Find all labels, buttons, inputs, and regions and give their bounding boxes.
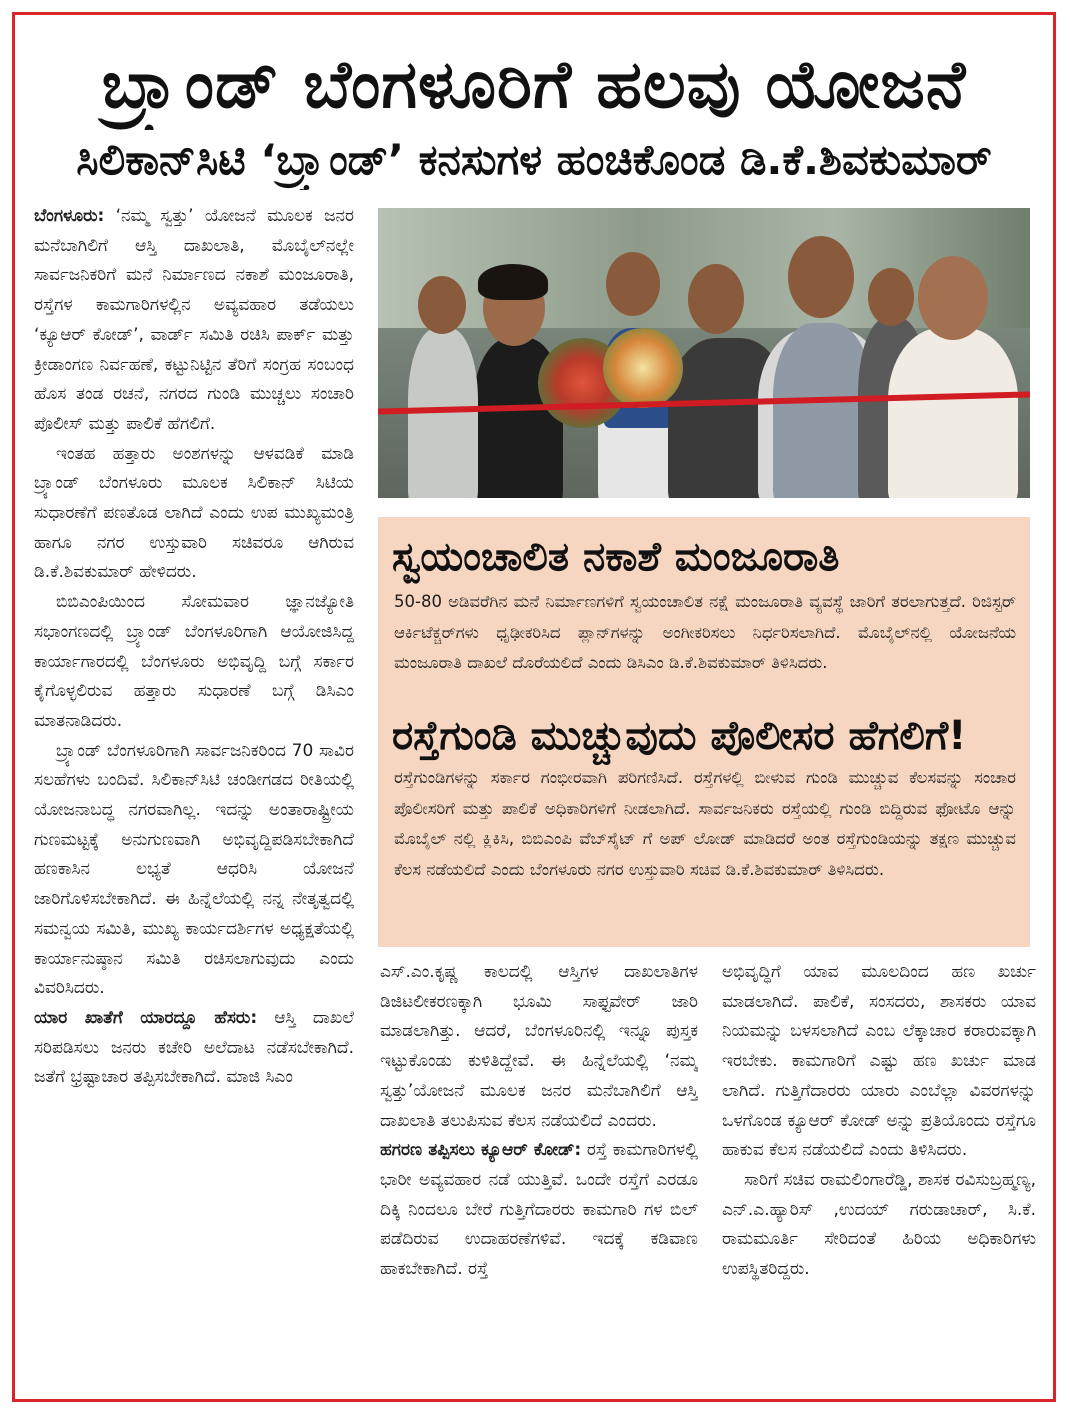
box-heading-auto-approval: ಸ್ವಯಂಚಾಲಿತ ನಕಾಶೆ ಮಂಜೂರಾತಿ xyxy=(392,534,840,580)
person-head xyxy=(868,268,914,326)
box-paragraph: 50-80 ಅಡಿವರೆಗಿನ ಮನೆ ನಿರ್ಮಾಣಗಳಿಗೆ ಸ್ವಯಂಚಾಲಿತ ನಕ್ಷೆ ಮಂಜೂರಾತಿ ವ್ಯವಸ್ಥೆ ಜಾರಿಗೆ ತರಲಾಗುತ್ತದೆ. ರಿಜಿಸ್ಟರ್ ಆರ್ಕಿಟೆಕ್ಚರ್‌ಗಳು ಧೃಢೀಕರಿಸಿದ ಪ್ಲಾನ್‌ಗಳನ್ನು ಅಂಗೀಕರಿಸಲು ನಿರ್ಧರಿಸಲಾಗಿದೆ. ಮೊಬೈಲ್‌ನಲ್ಲಿ ಯೋಜನೆಯ ಮಂಜೂರಾತಿ ದಾಖಲೆ ದೊರೆಯಲಿದೆ ಎಂದು ಡಿಸಿಎಂ ಡಿ.ಕೆ.ಶಿವಕುಮಾರ್ ತಿಳಿಸಿದರು. xyxy=(394,592,1016,672)
ribbon-cutting-photo xyxy=(378,208,1030,498)
person-head xyxy=(418,276,466,334)
headline: ಬ್ರ್ಯಾಂಡ್ ಬೆಂಗಳೂರಿಗೆ ಹಲವು ಯೋಜನೆ xyxy=(101,46,967,123)
article-left-column xyxy=(34,202,354,1392)
paragraph: ಬ್ರ್ಯಾಂಡ್ ಬೆಂಗಳೂರಿಗಾಗಿ ಸಾರ್ವಜನಿಕರಿಂದ 70 ಸಾವಿರ ಸಲಹೆಗಳು ಬಂದಿವೆ. ಸಿಲಿಕಾನ್‌ಸಿಟಿ ಚಂಡೀಗಡದ ರೀತಿಯಲ್ಲಿ ಯೋಜನಾಬದ್ಧ ನಗರವಾಗಿಲ್ಲ. ಇದನ್ನು ಅಂತಾರಾಷ್ಟ್ರೀಯ ಗುಣಮಟ್ಟಕ್ಕೆ ಅನುಗುಣವಾಗಿ ಅಭಿವೃದ್ದಿಪಡಿಸಬೇಕಾಗಿದೆ ಹಣಕಾಸಿನ ಲಭ್ಯತೆ ಆಧರಿಸಿ ಯೋಜನೆ ಜಾರಿಗೊಳಿಸಬೇಕಾಗಿದೆ. ಈ ಹಿನ್ನೆಲೆಯಲ್ಲಿ ನನ್ನ ನೇತೃತ್ವದಲ್ಲಿ ಸಮನ್ವಯ ಸಮಿತಿ, ಮುಖ್ಯ ಕಾರ್ಯದರ್ಶಿಗಳ ಅಧ್ಯಕ್ಷತೆಯಲ್ಲಿ ಕಾರ್ಯಾನುಷ್ಠಾನ ಸಮಿತಿ ರಚಿಸಲಾಗುವುದು ಎಂದು ವಿವರಿಸಿದರು. xyxy=(34,740,354,999)
person-figure xyxy=(888,328,1018,498)
paragraph: ಎಸ್.ಎಂ.ಕೃಷ್ಣ ಕಾಲದಲ್ಲಿ ಆಸ್ತಿಗಳ ದಾಖಲಾತಿಗಳ ಡಿಜಿಟಲೀಕರಣಕ್ಕಾಗಿ ಭೂಮಿ ಸಾಫ್ಟವೇರ್ ಜಾರಿ ಮಾಡಲಾಗಿತ್ತು. ಆದರೆ, ಬೆಂಗಳೂರಿನಲ್ಲಿ ಇನ್ನೂ ಪುಸ್ತಕ ಇಟ್ಟುಕೊಂಡು ಕುಳಿತಿದ್ದೇವೆ. ಈ ಹಿನ್ನೆಲೆಯಲ್ಲಿ ‘ನಮ್ಮ ಸ್ವತ್ತು’ಯೋಜನೆ ಮೂಲಕ ಜನರ ಮನೆಬಾಗಿಲಿಗೆ ಆಸ್ತಿ ದಾಖಲಾತಿ ತಲುಪಿಸುವ ಕೆಲಸ ನಡೆಯಲಿದೆ ಎಂದರು. xyxy=(380,962,698,1131)
paragraph: ಸಾರಿಗೆ ಸಚಿವ ರಾಮಲಿಂಗಾರೆಡ್ಡಿ, ಶಾಸಕ ರವಿಸುಬ್ರಹ್ಮಣ್ಯ, ಎನ್.ಎ.ಹ್ಯಾರಿಸ್ ,ಉದಯ್ ಗರುಡಾಚಾರ್, ಸಿ.ಕೆ. ರಾಮಮೂರ್ತಿ ಸೇರಿದಂತೆ ಹಿರಿಯ ಅಧಿಕಾರಿಗಳು ಉಪಸ್ಥಿತರಿದ್ದರು. xyxy=(722,1169,1036,1280)
paragraph-text: ‘ನಮ್ಮ ಸ್ವತ್ತು’ ಯೋಜನೆ ಮೂಲಕ ಜನರ ಮನೆಬಾಗಿಲಿಗೆ ಆಸ್ತಿ ದಾಖಲಾತಿ, ಮೊಬೈಲ್‌ನಲ್ಲೇ ಸಾರ್ವಜನಿಕರಿಗೆ ಮನೆ ನಿರ್ಮಾಣದ ನಕಾಶೆ ಮಂಜೂರಾತಿ, ರಸ್ತೆಗಳ ಕಾಮಗಾರಿಗಳಲ್ಲಿನ ಅವ್ಯವಹಾರ ತಡೆಯಲು ‘ಕ್ಯೂಆರ್ ಕೋಡ್’, ವಾರ್ಡ್ ಸಮಿತಿ ರಚಿಸಿ ಪಾರ್ಕ್ ಮತ್ತು ಕ್ರೀಡಾಂಗಣ ನಿರ್ವಹಣೆ, ಕಟ್ಟುನಿಟ್ಟಿನ ತೆರಿಗೆ ಸಂಗ್ರಹ ಸಂಬಂಧ ಹೊಸ ತಂಡ ರಚನೆ, ನಗರದ ಗುಂಡಿ ಮುಚ್ಚಲು ಸಂಚಾರಿ ಪೊಲೀಸ್ ಮತ್ತು ಪಾಲಿಕೆ ಹೆಗಲಿಗೆ. xyxy=(34,206,354,434)
paragraph xyxy=(34,202,354,440)
person-head xyxy=(918,256,988,340)
paragraph xyxy=(380,1136,698,1285)
article-right-column xyxy=(722,958,1036,1392)
subheadline: ಸಿಲಿಕಾನ್‌ಸಿಟಿ ‘ಬ್ರ್ಯಾಂಡ್’ ಕನಸುಗಳ ಹಂಚಿಕೊಂಡ ಡಿ.ಕೆ.ಶಿವಕುಮಾರ್ xyxy=(76,135,992,184)
paragraph-text: ಆಸ್ತಿ ದಾಖಲೆ ಸರಿಪಡಿಸಲು ಜನರು ಕಚೇರಿ ಅಲೆದಾಟ ನಡೆಸಬೇಕಾಗಿದೆ. ಜತೆಗೆ ಭ್ರಷ್ಟಾಚಾರ ತಪ್ಪಿಸಬೇಕಾಗಿದೆ. ಮಾಜಿ ಸಿಎಂ xyxy=(34,1007,354,1088)
paragraph: ಬಿಬಿಎಂಪಿಯಿಂದ ಸೋಮವಾರ ಜ್ಞಾನಜ್ಯೋತಿ ಸಭಾಂಗಣದಲ್ಲಿ ಬ್ರ್ಯಾಂಡ್ ಬೆಂಗಳೂರಿಗಾಗಿ ಆಯೋಜಿಸಿದ್ದ ಕಾರ್ಯಾಗಾರದಲ್ಲಿ ಬೆಂಗಳೂರು ಅಭಿವೃದ್ದಿ ಬಗ್ಗೆ ಸರ್ಕಾರ ಕೈಗೊಳ್ಳಲಿರುವ ಹತ್ತಾರು ಸುಧಾರಣೆ ಬಗ್ಗೆ ಡಿಸಿಎಂ ಮಾತನಾಡಿದರು. xyxy=(34,592,354,731)
person-hair xyxy=(478,264,548,300)
article-middle-column xyxy=(380,958,698,1392)
box-heading-potholes: ರಸ್ತೆಗುಂಡಿ ಮುಚ್ಚುವುದು ಪೊಲೀಸರ ಹೆಗಲಿಗೆ! xyxy=(392,713,967,759)
paragraph: ಇಂತಹ ಹತ್ತಾರು ಅಂಶಗಳನ್ನು ಆಳವಡಿಕೆ ಮಾಡಿ ಬ್ರ್ಯಾಂಡ್ ಬೆಂಗಳೂರು ಮೂಲಕ ಸಿಲಿಕಾನ್ ಸಿಟಿಯ ಸುಧಾರಣೆಗೆ ಪಣತೊಡ ಲಾಗಿದೆ ಎಂದು ಉಪ ಮುಖ್ಯಮಂತ್ರಿ ಹಾಗೂ ನಗರ ಉಸ್ತುವಾರಿ ಸಚಿವರೂ ಆಗಿರುವ ಡಿ.ಕೆ.ಶಿವಕುಮಾರ್ ಹೇಳಿದರು. xyxy=(34,443,354,583)
paragraph: ಅಭಿವೃದ್ಧಿಗೆ ಯಾವ ಮೂಲದಿಂದ ಹಣ ಖರ್ಚು ಮಾಡಲಾಗಿದೆ. ಪಾಲಿಕೆ, ಸಂಸದರು, ಶಾಸಕರು ಯಾವ ನಿಯಮನ್ನು ಬಳಸಲಾಗಿದೆ ಎಂಬ ಲೆಕ್ಕಾಚಾರ ಕರಾರುವಕ್ಕಾಗಿ ಇರಬೇಕು. ಕಾಮಗಾರಿಗೆ ಎಷ್ಟು ಹಣ ಖರ್ಚು ಮಾಡ ಲಾಗಿದೆ. ಗುತ್ತಿಗೆದಾರರು ಯಾರು ಎಂಬೆಲ್ಲಾ ವಿವರಗಳನ್ನು ಒಳಗೊಂಡ ಕ್ಯೂಆರ್ ಕೋಡ್ ಅನ್ನು ಪ್ರತಿಯೊಂದು ರಸ್ತೆಗೂ ಹಾಕುವ ಕೆಲಸ ನಡೆಯಲಿದೆ ಎಂದು ತಿಳಿಸಿದರು. xyxy=(722,962,1036,1161)
paragraph-text: ರಸ್ತೆ ಕಾಮಗಾರಿಗಳಲ್ಲಿ ಭಾರೀ ಅವ್ಯವಹಾರ ನಡೆ ಯುತ್ತಿವೆ. ಒಂದೇ ರಸ್ತೆಗೆ ಎರಡೂ ದಿಕ್ಕಿ ನಿಂದಲೂ ಬೇರೆ ಗುತ್ತಿಗೆದಾರರು ಕಾಮಗಾರಿ ಗಳ ಬಿಲ್ ಪಡೆದಿರುವ ಉದಾಹರಣೆಗಳಿವೆ. ಇದಕ್ಕೆ ಕಡಿವಾಣ ಹಾಕಬೇಕಾಗಿದೆ. ರಸ್ತೆ xyxy=(380,1140,698,1280)
person-head xyxy=(788,236,854,318)
section-subheading: ಯಾರ ಖಾತೆಗೆ ಯಾರದ್ದೂ ಹೆಸರು: xyxy=(34,1007,258,1028)
dateline: ಬೆಂಗಳೂರು: xyxy=(34,206,105,226)
paragraph xyxy=(34,1004,354,1093)
box-paragraph: ರಸ್ತೆಗುಂಡಿಗಳನ್ನು ಸರ್ಕಾರ ಗಂಭೀರವಾಗಿ ಪರಿಗಣಿಸಿದೆ. ರಸ್ತೆಗಳಲ್ಲಿ ಬೀಳುವ ಗುಂಡಿ ಮುಚ್ಚುವ ಕೆಲಸವನ್ನು ಸಂಚಾರ ಪೊಲೀಸರಿಗೆ ಮತ್ತು ಪಾಲಿಕೆ ಅಧಿಕಾರಿಗಳಿಗೆ ನೀಡಲಾಗಿದೆ. ಸಾರ್ವಜನಿಕರು ರಸ್ತೆಯಲ್ಲಿ ಗುಂಡಿ ಬಿದ್ದಿರುವ ಫೋಟೊ ಆನ್ನು ಮೊಬೈಲ್ ನಲ್ಲಿ ಕ್ಲಿಕಿಸಿ, ಬಿಬಿಎಂಪಿ ವೆಬ್‌ಸೈಟ್ ಗೆ ಅಪ್ ಲೋಡ್ ಮಾಡಿದರೆ ಅಂತ ರಸ್ತೆಗುಂಡಿಯನ್ನು ತಕ್ಷಣ ಮುಚ್ಚುವ ಕೆಲಸ ನಡೆಯಲಿದೆ ಎಂದು ಬೆಂಗಳೂರು ನಗರ ಉಸ್ತುವಾರಿ ಸಚಿವ ಡಿ.ಕೆ.ಶಿವಕುಮಾರ್ ತಿಳಿಸಿದರು. xyxy=(394,768,1016,879)
person-head xyxy=(606,252,660,316)
highlight-box xyxy=(378,517,1030,947)
person-head xyxy=(688,264,744,334)
section-subheading: ಹಗರಣ ತಪ್ಪಿಸಲು ಕ್ಯೂಆರ್ ಕೋಡ್: xyxy=(380,1140,582,1161)
bouquet xyxy=(603,328,683,408)
